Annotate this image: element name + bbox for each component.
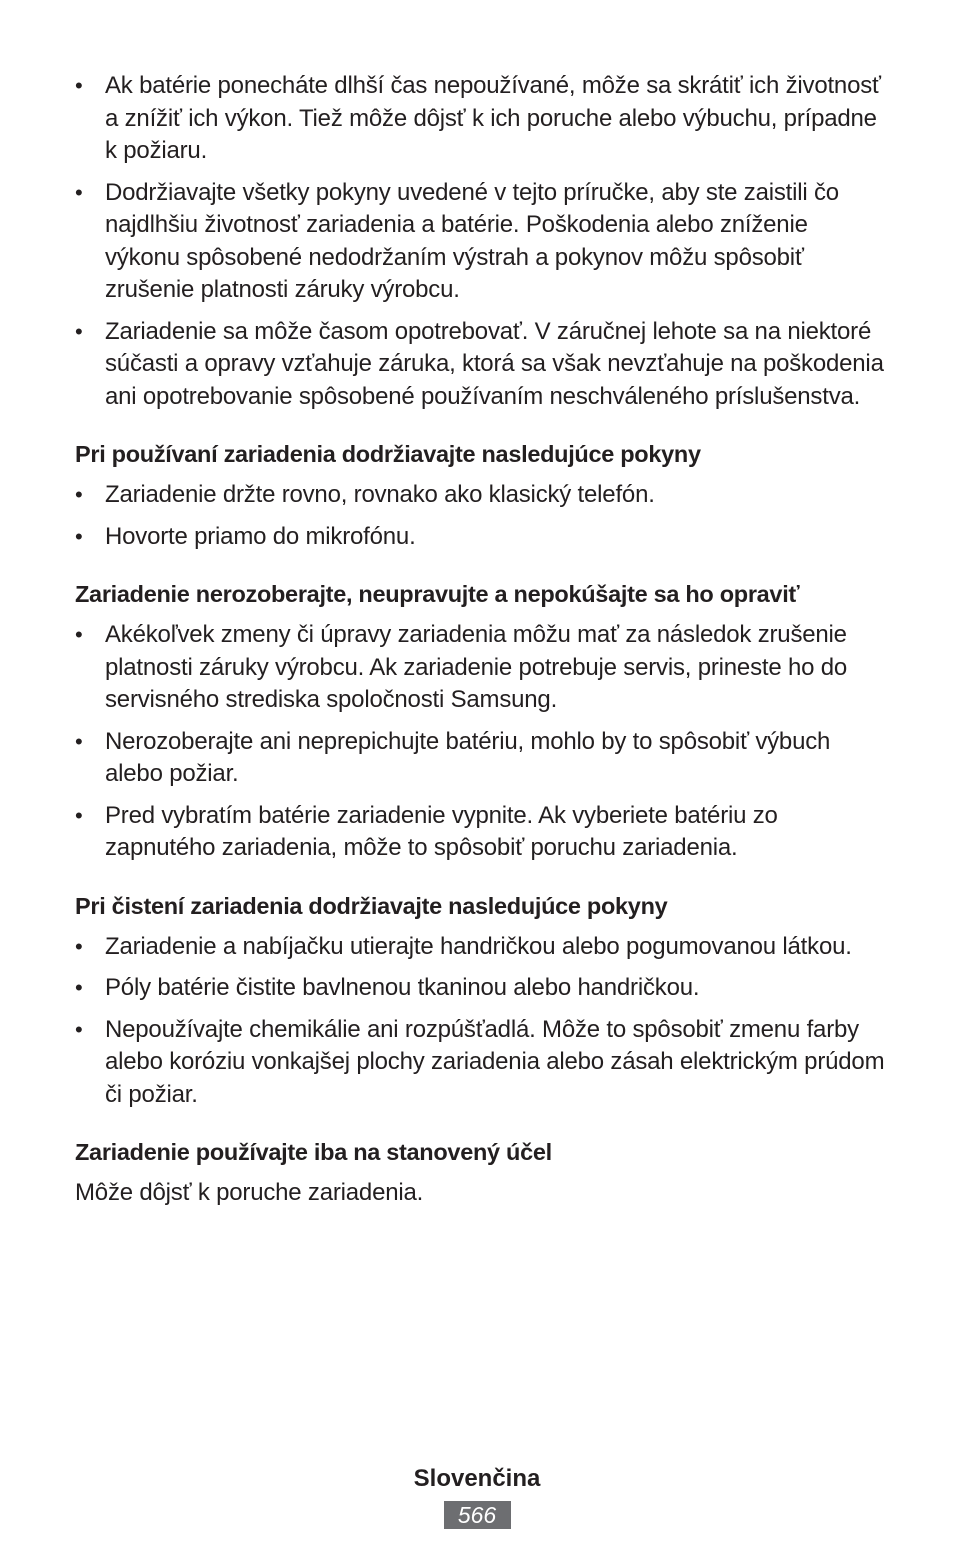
bullet-icon: • xyxy=(75,482,83,507)
list-item xyxy=(75,619,887,717)
list-item xyxy=(75,177,887,307)
list-item xyxy=(75,1014,887,1112)
list-item xyxy=(75,726,887,791)
bullet-list-battery xyxy=(75,70,887,413)
bullet-list-cleaning xyxy=(75,931,887,1112)
list-item-text: Hovorte priamo do mikrofónu. xyxy=(105,522,416,550)
page-number: 566 xyxy=(444,1501,511,1529)
list-item-text: Nepoužívajte chemikálie ani rozpúšťadlá. Môže to spôsobiť zmenu farby alebo koróziu vonkajšej plochy zariadenia alebo zásah elektrickým prúdom či požiar. xyxy=(105,1015,885,1108)
bullet-icon: • xyxy=(75,975,83,1000)
bullet-icon: • xyxy=(75,73,83,98)
document-body xyxy=(75,70,887,1210)
bullet-list-usage xyxy=(75,479,887,553)
list-item-text: Zariadenie sa môže časom opotrebovať. V záručnej lehote sa na niektoré súčasti a opravy vzťahuje záruka, ktorá sa však nevzťahuje na poškodenia ani opotrebovanie spôsobené používaním neschváleného príslušenstva. xyxy=(105,317,884,410)
section-heading-usage: Pri používaní zariadenia dodržiavajte nasledujúce pokyny xyxy=(75,441,701,467)
bullet-icon: • xyxy=(75,622,83,647)
list-item xyxy=(75,521,887,554)
bullet-list-disassembly xyxy=(75,619,887,865)
bullet-icon: • xyxy=(75,728,83,754)
section-heading-disassembly: Zariadenie nerozoberajte, neupravujte a nepokúšajte sa ho opraviť xyxy=(75,581,800,607)
list-item xyxy=(75,70,887,168)
list-item xyxy=(75,479,887,512)
list-item-text: Póly batérie čistite bavlnenou tkaninou alebo handričkou. xyxy=(105,974,700,1001)
bullet-icon: • xyxy=(75,318,83,344)
bullet-icon: • xyxy=(75,933,83,959)
bullet-icon: • xyxy=(75,1016,83,1042)
list-item xyxy=(75,972,887,1005)
list-item-text: Akékoľvek zmeny či úpravy zariadenia môžu mať za následok zrušenie platnosti záruky výrobcu. Ak zariadenie potrebuje servis, prineste ho do servisného strediska spoločnosti Samsung. xyxy=(105,621,848,713)
list-item-text: Pred vybratím batérie zariadenie vypnite. Ak vyberiete batériu zo zapnutého zariadenia, môže to spôsobiť poruchu zariadenia. xyxy=(105,801,778,861)
section-heading-cleaning: Pri čistení zariadenia dodržiavajte nasledujúce pokyny xyxy=(75,892,668,919)
page-footer xyxy=(0,1462,954,1529)
bullet-icon: • xyxy=(75,523,83,549)
list-item-text: Ak batérie ponecháte dlhší čas nepoužívané, môže sa skrátiť ich životnosť a znížiť ich výkon. Tiež môže dôjsť k ich poruche alebo výbuchu, prípadne k požiaru. xyxy=(105,72,881,164)
section-paragraph-purpose: Môže dôjsť k poruche zariadenia. xyxy=(75,1179,424,1206)
list-item-text: Zariadenie držte rovno, rovnako ako klasický telefón. xyxy=(105,481,655,508)
list-item-text: Dodržiavajte všetky pokyny uvedené v tejto príručke, aby ste zaistili čo najdlhšiu životnosť zariadenia a batérie. Poškodenia alebo zníženie výkonu spôsobené nedodržaním výstrah a pokynov môžu spôsobiť zrušenie platnosti záruky výrobcu. xyxy=(105,178,839,303)
list-item xyxy=(75,316,887,414)
footer-language: Slovenčina xyxy=(413,1465,541,1492)
list-item xyxy=(75,931,887,964)
bullet-icon: • xyxy=(75,802,83,828)
list-item xyxy=(75,800,887,865)
list-item-text: Nerozoberajte ani neprepichujte batériu, mohlo by to spôsobiť výbuch alebo požiar. xyxy=(105,727,831,787)
section-heading-purpose: Zariadenie používajte iba na stanovený účel xyxy=(75,1139,552,1165)
list-item-text: Zariadenie a nabíjačku utierajte handričkou alebo pogumovanou látkou. xyxy=(105,932,852,960)
bullet-icon: • xyxy=(75,179,83,205)
